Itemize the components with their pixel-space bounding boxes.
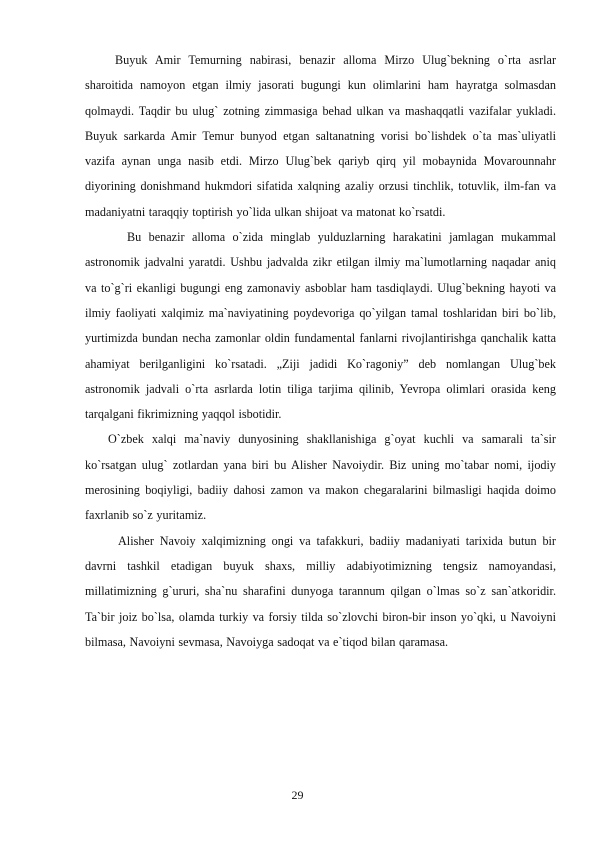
paragraph-ulugbek-intro: Buyuk Amir Temurning nabirasi, benazir alloma Mirzo Ulug`bekning o`rta asrlar sharoitida namoyon etgan ilmiy jasorati bugungi kun olimlarini ham hayratga solmasdan qolmaydi. Taqdir bu ulug` zotning zimmasiga behad ulkan va mashaqqatli vazifalar yukladi. Buyuk sarkarda Amir Temur bunyod etgan saltanatning vorisi bo`lishdek o`ta mas`uliyatli vazifa aynan unga nasib etdi. Mirzo Ulug`bek qariyb qirq yil mobaynida Movarounnahr diyorining donishmand hukmdori sifatida xalqning azaliy orzusi tinchlik, totuvlik, ilm-fan va madaniyatni taraqqiy toptirish yo`lida ulkan shijoat va matonat ko`rsatdi. <box>85 53 556 219</box>
page-number: 29 <box>291 788 304 802</box>
paragraph-astronomy-table: Bu benazir alloma o`zida minglab yulduzlarning harakatini jamlagan mukammal astronomik jadvalni yaratdi. Ushbu jadvalda zikr etilgan ilmiy ma`lumotlarning naqadar aniq va to`g`ri ekanligi bugungi eng zamonaviy asboblar ham tasdiqlaydi. Ulug`bekning hayoti va ilmiy faoliyati xalqimiz ma`naviyatining poydevoriga qo`yilgan tamal toshlaridan biri bo`lib, yurtimizda bundan necha zamonlar oldin fundamental fanlarni rivojlantirishga qanchalik katta ahamiyat berilganligini ko`rsatadi. „Ziji jadidi Ko`ragoniy” deb nomlangan Ulug`bek astronomik jadvali o`rta asrlarda lotin tiliga tarjima qilinib, Yevropa olimlari orasida keng tarqalgani fikrimizning yaqqol isbotidir. <box>85 230 556 422</box>
paragraph-navoiy-legacy: Alisher Navoiy xalqimizning ongi va tafakkuri, badiiy madaniyati tarixida butun bir davrni tashkil etadigan buyuk shaxs, milliy adabiyotimizning tengsiz namoyandasi, millatimizning g`ururi, sha`nu sharafini dunyoga tarannum qilgan o`lmas so`z san`atkoridir. Ta`bir joiz bo`lsa, olamda turkiy va forsiy tilda so`zlovchi biron-bir inson yo`qki, u Navoiyni bilmasa, Navoiyni sevmasa, Navoiyga sadoqat va e`tiqod bilan qaramasa. <box>85 533 556 649</box>
document-body <box>85 48 556 655</box>
paragraph-navoiy-intro: O`zbek xalqi ma`naviy dunyosining shakllanishiga g`oyat kuchli va samarali ta`sir ko`rsatgan ulug` zotlardan yana biri bu Alisher Navoiydir. Biz uning mo`tabar nomi, ijodiy merosining boqiyligi, badiiy dahosi zamon va makon chegaralarini bilmasligi haqida doimo faxrlanib so`z yuritamiz. <box>85 432 556 523</box>
